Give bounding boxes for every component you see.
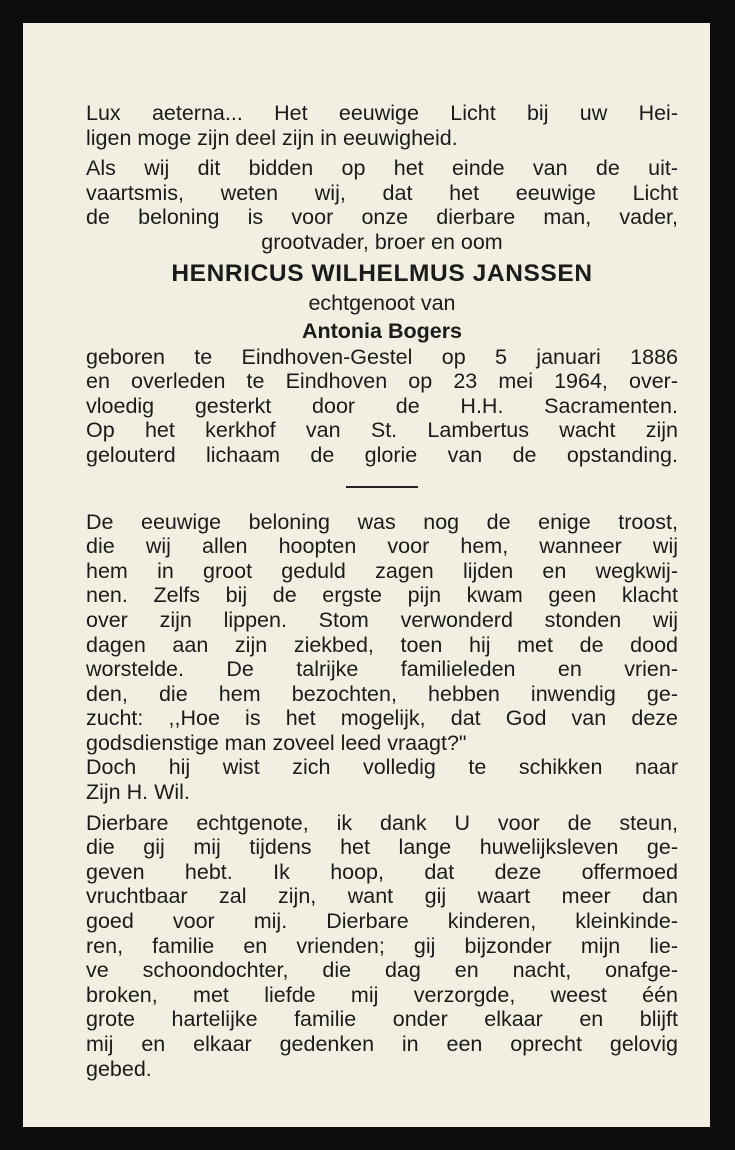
text-line: den, die hem bezochten, hebben inwendig ge- (86, 681, 678, 706)
text-line: Dierbare echtgenote, ik dank U voor de steun, (86, 810, 678, 835)
text-line: De eeuwige beloning was nog de enige troost, (86, 509, 678, 534)
text-line: Op het kerkhof van St. Lambertus wacht zijn (86, 418, 678, 443)
text-line: dagen aan zijn ziekbed, toen hij met de dood (86, 632, 678, 657)
deceased-name: HENRICUS WILHELMUS JANSSEN (171, 259, 593, 287)
text-line: die gij mij tijdens het lange huwelijksleven ge- (86, 835, 678, 860)
text-line: ligen moge zijn deel zijn in eeuwigheid. (86, 125, 458, 150)
text-line: die wij allen hoopten voor hem, wanneer wij (86, 534, 678, 559)
card-text (86, 101, 678, 1081)
text-line: Als wij dit bidden op het einde van de uit- (86, 156, 678, 181)
divider (346, 486, 418, 488)
text-line: nen. Zelfs bij de ergste pijn kwam geen klacht (86, 583, 678, 608)
text-line: ve schoondochter, die dag en nacht, onafge- (86, 958, 678, 983)
text-line: en overleden te Eindhoven op 23 mei 1964, over- (86, 369, 678, 394)
spouse-intro: echtgenoot van (308, 290, 456, 315)
spouse-name: Antonia Bogers (301, 318, 463, 343)
text-line: gebed. (86, 1056, 152, 1081)
text-line: broken, met liefde mij verzorgde, weest één (86, 982, 678, 1007)
text-line: mij en elkaar gedenken in een oprecht gelovig (86, 1032, 678, 1056)
text-line: worstelde. De talrijke familieleden en vrien- (86, 657, 678, 682)
text-line: vaartsmis, weten wij, dat het eeuwige Licht (86, 180, 678, 205)
life-paragraph (86, 345, 678, 468)
prayer-paragraph (86, 156, 678, 254)
text-line: vruchtbaar zal zijn, want gij waart meer dan (86, 884, 678, 909)
text-line: grootvader, broer en oom (261, 229, 503, 254)
text-line: grote hartelijke familie onder elkaar en blijft (86, 1007, 678, 1032)
text-line: Zijn H. Wil. (86, 780, 190, 805)
text-line: Doch hij wist zich volledig te schikken naar (86, 755, 678, 780)
text-line: goed voor mij. Dierbare kinderen, kleinkinde- (86, 909, 678, 934)
text-line: vloedig gesterkt door de H.H. Sacramenten. (86, 393, 678, 418)
memorial-paragraph (86, 510, 678, 805)
text-line: ren, familie en vrienden; gij bijzonder mijn lie- (86, 933, 678, 958)
text-line: over zijn lippen. Stom verwonderd stonden wij (86, 607, 678, 632)
text-line: Lux aeterna... Het eeuwige Licht bij uw Hei- (86, 101, 678, 125)
text-line: zucht: ,,Hoe is het mogelijk, dat God van deze (86, 706, 678, 731)
text-line: gelouterd lichaam de glorie van de opstanding. (86, 442, 678, 467)
farewell-paragraph (86, 811, 678, 1082)
text-line: de beloning is voor onze dierbare man, vader, (86, 205, 678, 230)
intro-paragraph (86, 101, 678, 150)
text-line: godsdienstige man zoveel leed vraagt?" (86, 730, 467, 755)
memorial-card (23, 23, 710, 1127)
text-line: hem in groot geduld zagen lijden en wegkwij- (86, 558, 678, 583)
text-line: geven hebt. Ik hoop, dat deze offermoed (86, 859, 678, 884)
text-line: geboren te Eindhoven-Gestel op 5 januari 1886 (86, 344, 678, 369)
